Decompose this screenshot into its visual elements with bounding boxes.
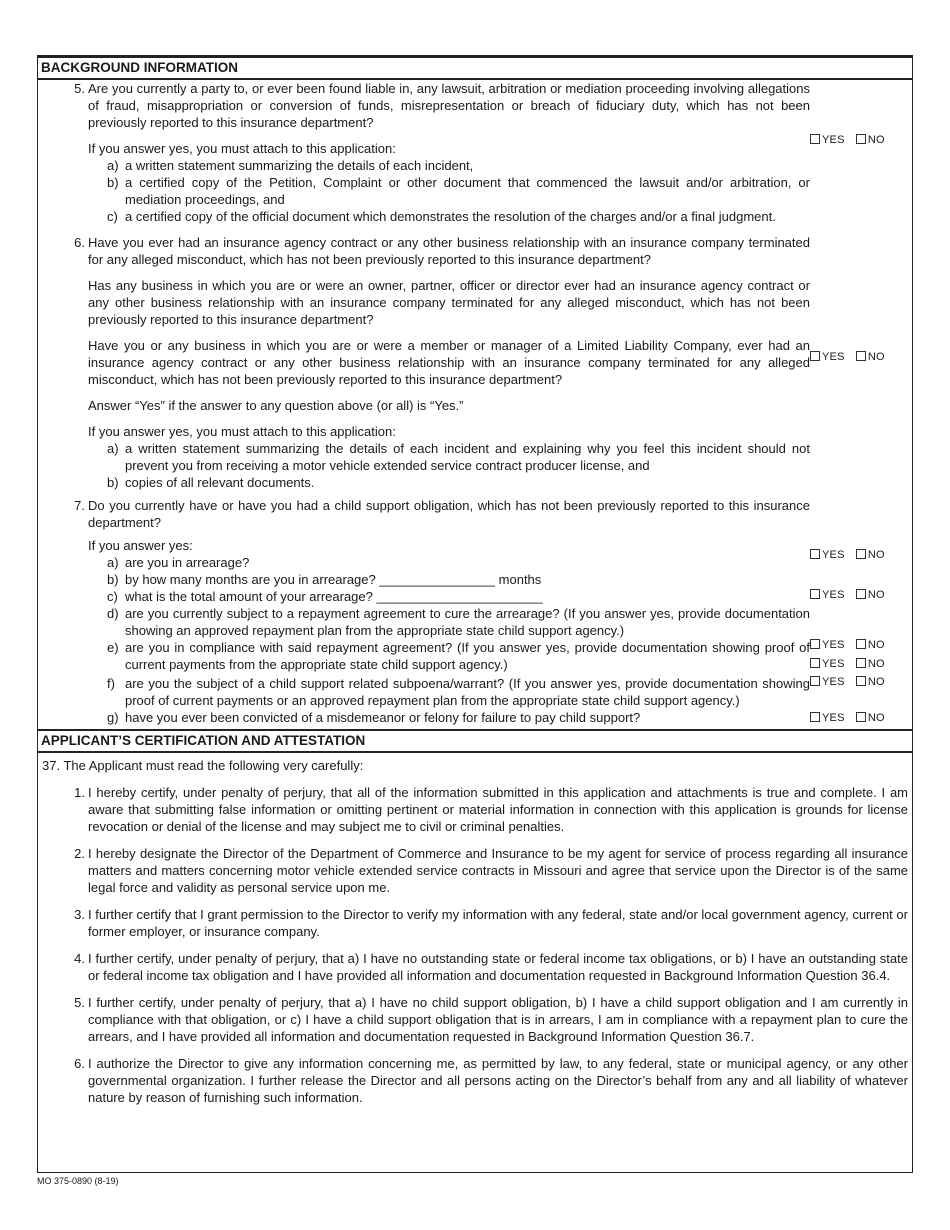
question-number: 6. [74,235,85,250]
no-checkbox[interactable] [856,676,866,686]
yes-checkbox[interactable] [810,676,820,686]
no-checkbox[interactable] [856,639,866,649]
question-6 [38,234,810,268]
section-background-body [38,80,912,726]
yes-checkbox[interactable] [810,134,820,144]
form-frame [37,55,913,1173]
yes-no-q5: YES NO [810,132,885,149]
question-text: Have you ever had an insurance agency contract or any other business relationship with an insurance company terminated for any alleged misconduct, which has not been previously reported to this insurance department? [88,235,810,267]
yes-no-q7d: YES NO [810,637,885,654]
yes-no-q6: YES NO [810,349,885,366]
question-paragraph: Answer “Yes” if the answer to any question above (or all) is “Yes.” [88,398,464,413]
cert-intro: 37. The Applicant must read the following very carefully: [42,758,364,773]
yes-checkbox[interactable] [810,658,820,668]
question-number: 7. [74,498,85,513]
attach-intro: If you answer yes, you must attach to this application: [88,141,396,156]
question-5 [38,80,810,131]
cert-item: 5. I further certify, under penalty of perjury, that a) I have no child support obligation, b) I have a child support obligation and I am currently in compliance with that obligation, or c) I have a child support obligation that is in arrears, I am in compliance with a repayment plan to cure the arrears, and I have provided all information and documentation requested in Background Information Question 36.7. [74,995,908,1044]
answer-intro: If you answer yes: [88,538,193,553]
no-checkbox[interactable] [856,134,866,144]
list-item: b) a certified copy of the Petition, Complaint or other document that commenced the lawsuit and/or arbitration, or mediation proceedings, and [107,175,810,207]
list-item: c) what is the total amount of your arrearage? _______________________ [107,589,543,604]
cert-item: 3. I further certify that I grant permission to the Director to verify my information with any federal, state and/or local government agency, current or former employer, or insurance company. [74,907,908,939]
cert-item: 1. I hereby certify, under penalty of perjury, that all of the information submitted in this application and attachments is true and complete. I am aware that submitting false information or omitting pertinent or material information in connection with this application is grounds for license revocation or denial of the license and may subject me to civil or criminal penalties. [74,785,908,834]
section-certification-body [38,753,912,1106]
question-paragraph: Has any business in which you are or were an owner, partner, officer or director ever had an insurance agency contract or any other business relationship with an insurance company terminated for any alleged misconduct, which has not been previously reported to this insurance department? [88,278,810,327]
section-title-background: BACKGROUND INFORMATION [38,58,912,80]
list-item: a) a written statement summarizing the details of each incident, [107,158,474,173]
yes-checkbox[interactable] [810,589,820,599]
no-checkbox[interactable] [856,658,866,668]
yes-checkbox[interactable] [810,639,820,649]
list-item: a) are you in arrearage? [107,555,250,570]
question-number: 5. [74,81,85,96]
no-checkbox[interactable] [856,712,866,722]
section-title-certification: APPLICANT’S CERTIFICATION AND ATTESTATION [38,729,912,753]
yes-no-q7: YES NO [810,547,885,564]
yes-no-q7f: YES NO [810,710,885,727]
list-item: b) copies of all relevant documents. [107,475,315,490]
answers-column [810,80,910,726]
no-checkbox[interactable] [856,351,866,361]
question-paragraph: Have you or any business in which you are or were a member or manager of a Limited Liability Company, ever had an insurance agency contract or any other business relationship with an insurance company terminated for any alleged misconduct, which has not been previously reported to this insurance department? [88,338,810,387]
list-item: g) have you ever been convicted of a misdemeanor or felony for failure to pay child support? [107,710,641,725]
no-checkbox[interactable] [856,549,866,559]
list-item: a) a written statement summarizing the details of each incident and explaining why you feel this incident should not prevent you from receiving a motor vehicle extended service contract producer license, and [107,441,810,473]
yes-no-q7d-2: YES NO [810,656,885,673]
questions-column [38,80,810,726]
yes-checkbox[interactable] [810,549,820,559]
cert-item: 2. I hereby designate the Director of the Department of Commerce and Insurance to be my agent for service of process regarding all insurance matters and matters concerning motor vehicle extended service contracts in Missouri and agree that service upon the Director is of the same legal force and validity as personal service upon me. [74,846,908,895]
list-item: d) are you currently subject to a repayment agreement to cure the arrearage? (If you answer yes, provide documentation showing an approved repayment plan from the appropriate state child support agency.) [107,606,810,638]
question-7 [38,497,810,531]
form-id: MO 375-0890 (8-19) [37,1176,119,1186]
cert-item: 4. I further certify, under penalty of perjury, that a) I have no outstanding state or federal income tax obligations, or b) I have an outstanding state or federal income tax obligation and I have provided all information and documentation requested in Background Information Question 36.4. [74,951,908,983]
cert-item: 6. I authorize the Director to give any information concerning me, as permitted by law, to any federal, state or municipal agency, or any other governmental organization. I further release the Director and all persons acting on the Director’s behalf from any and all liability of whatever nature by reason of furnishing such information. [74,1056,908,1105]
yes-checkbox[interactable] [810,712,820,722]
list-item: c) a certified copy of the official document which demonstrates the resolution of the charges and/or a final judgment. [107,209,776,224]
yes-no-q7e: YES NO [810,674,885,691]
list-item: b) by how many months are you in arrearage? ________________ months [107,572,542,587]
question-text: Do you currently have or have you had a child support obligation, which has not been previously reported to this insurance department? [88,498,810,530]
no-checkbox[interactable] [856,589,866,599]
list-item: f) are you the subject of a child support related subpoena/warrant? (If you answer yes, provide documentation showing proof of current payments or an approved repayment plan from the appropriate state child support agency.) [107,676,810,708]
list-item: e) are you in compliance with said repayment agreement? (If you answer yes, provide documentation showing proof of current payments from the appropriate state child support agency.) [107,640,810,672]
attach-intro: If you answer yes, you must attach to this application: [88,424,396,439]
yes-no-q7a: YES NO [810,587,885,604]
yes-checkbox[interactable] [810,351,820,361]
question-text: Are you currently a party to, or ever been found liable in, any lawsuit, arbitration or mediation proceeding involving allegations of fraud, misappropriation or conversion of funds, misrepresentation or breach of fiduciary duty, which has not been previously reported to this insurance department? [88,81,810,130]
